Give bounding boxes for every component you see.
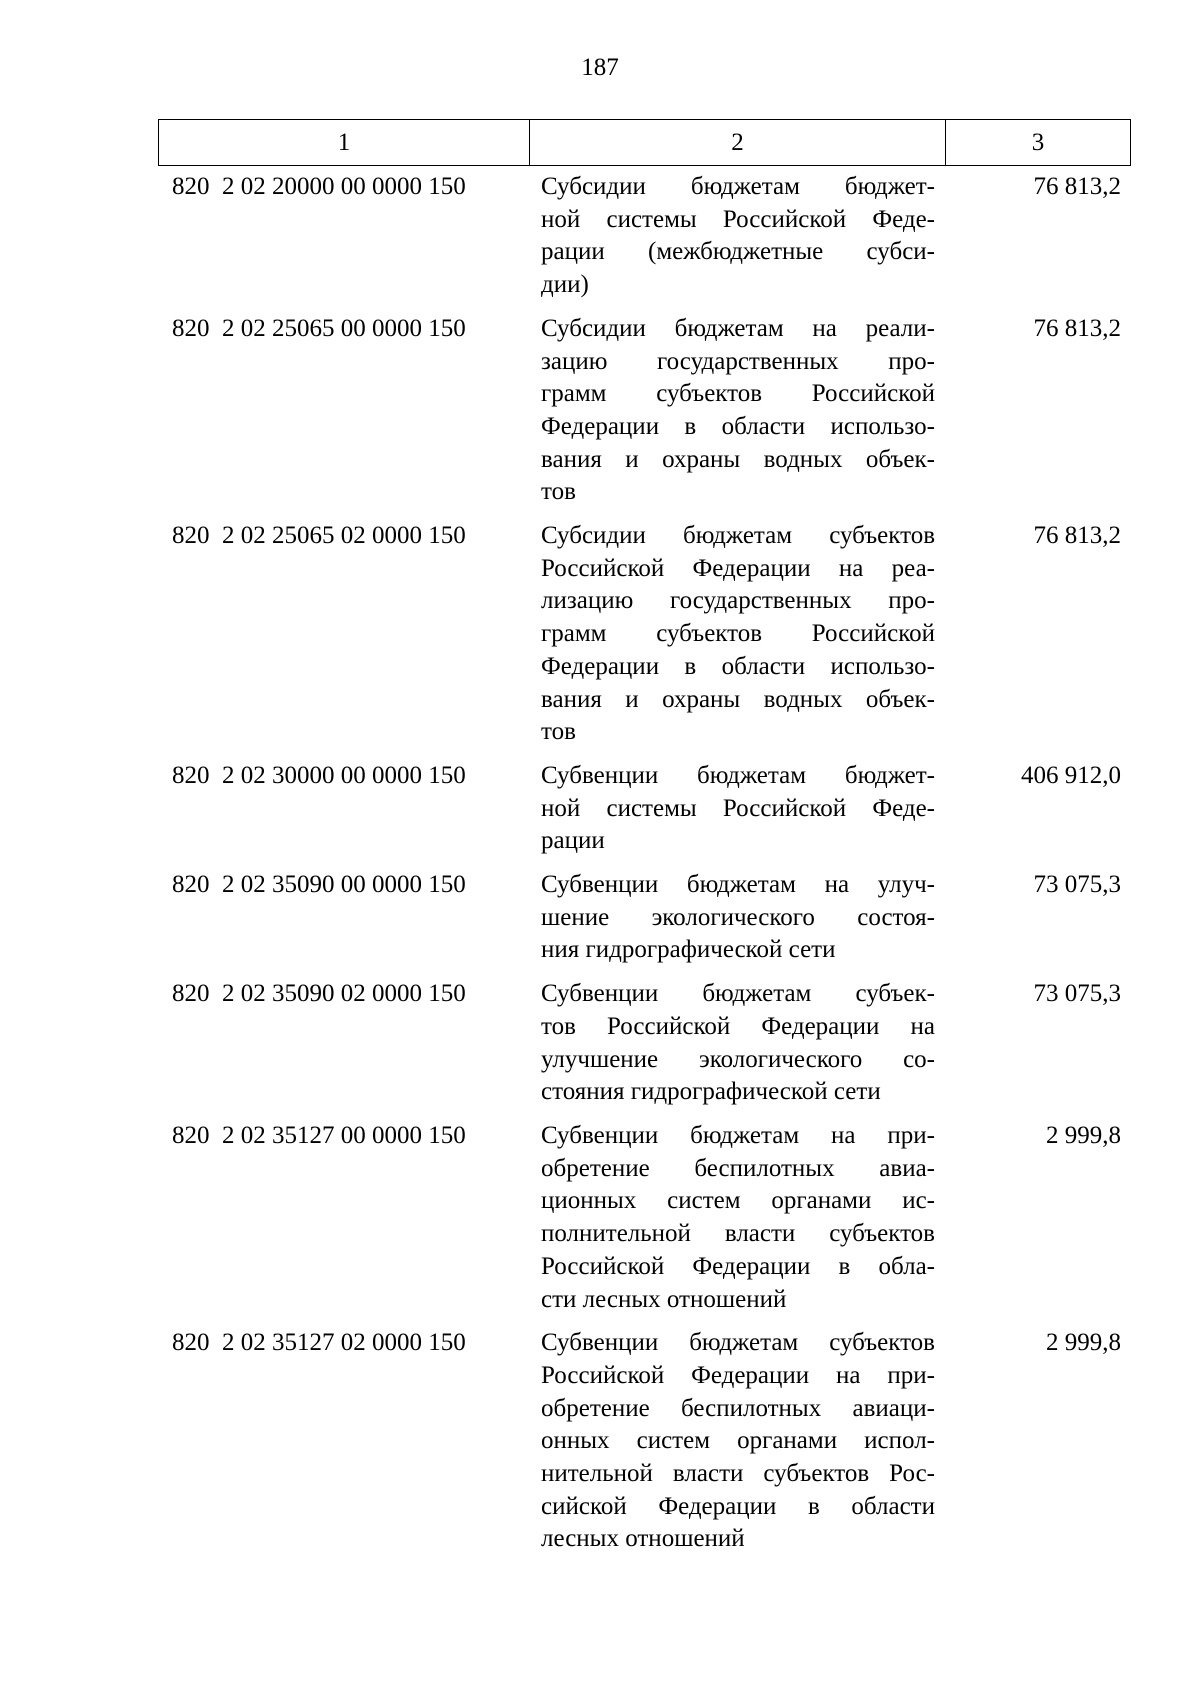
revenue-name-cell <box>529 760 945 858</box>
amount-cell: 76 813,2 <box>1033 314 1121 342</box>
revenue-name-line: Субвенции бюджетам субъек- <box>541 980 935 1008</box>
budget-code-cell: 2 02 25065 00 0000 150 <box>222 314 466 342</box>
revenue-name-cell <box>529 1120 945 1316</box>
table-row <box>158 978 1131 1109</box>
table-row <box>158 1327 1131 1556</box>
revenue-name-line: грамм субъектов Российской <box>541 620 935 648</box>
table-row <box>158 520 1131 749</box>
column-header-3: 3 <box>1031 128 1045 156</box>
admin-code-cell: 820 <box>172 522 210 550</box>
revenue-name-line: Субвенции бюджетам субъектов <box>541 1329 935 1357</box>
revenue-name-line: Субвенции бюджетам на при- <box>541 1121 935 1149</box>
revenue-name-line: стояния гидрографической сети <box>541 1078 881 1106</box>
revenue-name-cell <box>529 869 945 967</box>
revenue-name-line: обретение беспилотных авиа- <box>541 1154 935 1182</box>
table-row <box>158 171 1131 302</box>
revenue-name-line: Российской Федерации на реа- <box>541 554 935 582</box>
amount-cell: 76 813,2 <box>1033 522 1121 550</box>
admin-code-cell: 820 <box>172 173 210 200</box>
budget-code-cell: 2 02 35127 02 0000 150 <box>222 1329 466 1357</box>
column-header-2: 2 <box>530 120 946 165</box>
revenue-name-line: вания и охраны водных объек- <box>541 685 935 713</box>
revenue-name-line: Федерации в области использо- <box>541 652 935 680</box>
revenue-name-line: Субвенции бюджетам бюджет- <box>541 761 935 789</box>
table-row <box>158 1120 1131 1316</box>
revenue-name-line: тов Российской Федерации на <box>541 1012 935 1040</box>
revenue-name-cell <box>529 520 945 749</box>
amount-cell: 406 912,0 <box>1021 761 1121 789</box>
revenue-name-line: рации (межбюджетные субси- <box>541 238 935 266</box>
amount-cell: 73 075,3 <box>1033 871 1121 899</box>
revenue-name-line: тов <box>541 478 576 506</box>
revenue-name-line: Субсидии бюджетам на реали- <box>541 314 935 342</box>
revenue-name-line: обретение беспилотных авиаци- <box>541 1394 935 1422</box>
revenue-name-line: онных систем органами испол- <box>541 1427 935 1455</box>
revenue-name-line: зацию государственных про- <box>541 347 935 375</box>
amount-cell: 73 075,3 <box>1033 980 1121 1008</box>
table-header <box>158 119 1131 166</box>
admin-code-cell: 820 <box>172 980 210 1008</box>
budget-code-cell: 2 02 35127 00 0000 150 <box>222 1121 466 1149</box>
revenue-name-cell <box>529 171 945 302</box>
admin-code-cell: 820 <box>172 1329 210 1357</box>
table-row <box>158 760 1131 858</box>
revenue-name-line: вания и охраны водных объек- <box>541 445 935 473</box>
revenue-name-line: сийской Федерации в области <box>541 1492 935 1520</box>
budget-code-cell: 2 02 35090 00 0000 150 <box>222 871 466 899</box>
page-number: 187 <box>581 54 619 81</box>
admin-code-cell: 820 <box>172 761 210 789</box>
budget-code-cell: 2 02 30000 00 0000 150 <box>222 761 466 789</box>
revenue-name-cell <box>529 313 945 509</box>
revenue-name-line: ной системы Российской Феде- <box>541 205 935 233</box>
admin-code-cell: 820 <box>172 871 210 899</box>
revenue-name-cell <box>529 1327 945 1556</box>
table-row <box>158 313 1131 509</box>
revenue-name-line: Субсидии бюджетам субъектов <box>541 522 935 550</box>
revenue-name-line: грамм субъектов Российской <box>541 380 935 408</box>
revenue-name-line: Российской Федерации в обла- <box>541 1252 935 1280</box>
revenue-name-line: дии) <box>541 271 589 299</box>
budget-code-cell: 2 02 20000 00 0000 150 <box>222 173 466 200</box>
revenue-name-line: лесных отношений <box>541 1525 745 1553</box>
revenue-name-line: ционных систем органами ис- <box>541 1187 935 1215</box>
revenue-name-line: тов <box>541 718 576 746</box>
admin-code-cell: 820 <box>172 314 210 342</box>
revenue-name-line: Российской Федерации на при- <box>541 1361 935 1389</box>
table-body <box>158 171 1131 1567</box>
revenue-name-line: улучшение экологического со- <box>541 1045 935 1073</box>
column-header-1: 1 <box>159 120 530 165</box>
revenue-name-line: сти лесных отношений <box>541 1285 787 1313</box>
amount-cell: 2 999,8 <box>1046 1329 1121 1357</box>
budget-code-cell: 2 02 25065 02 0000 150 <box>222 522 466 550</box>
revenue-name-line: рации <box>541 827 605 855</box>
revenue-name-cell <box>529 978 945 1109</box>
revenue-name-line: лизацию государственных про- <box>541 587 935 615</box>
revenue-name-line: Субсидии бюджетам бюджет- <box>541 173 935 200</box>
amount-cell: 76 813,2 <box>1033 173 1121 200</box>
amount-cell: 2 999,8 <box>1046 1121 1121 1149</box>
revenue-name-line: полнительной власти субъектов <box>541 1220 935 1248</box>
revenue-name-line: Федерации в области использо- <box>541 412 935 440</box>
budget-code-cell: 2 02 35090 02 0000 150 <box>222 980 466 1008</box>
admin-code-cell: 820 <box>172 1121 210 1149</box>
revenue-name-line: Субвенции бюджетам на улуч- <box>541 871 935 899</box>
revenue-name-line: шение экологического состоя- <box>541 903 935 931</box>
revenue-name-line: ной системы Российской Феде- <box>541 794 935 822</box>
revenue-name-line: ния гидрографической сети <box>541 936 836 964</box>
revenue-name-line: нительной власти субъектов Рос- <box>541 1460 935 1488</box>
table-row <box>158 869 1131 967</box>
